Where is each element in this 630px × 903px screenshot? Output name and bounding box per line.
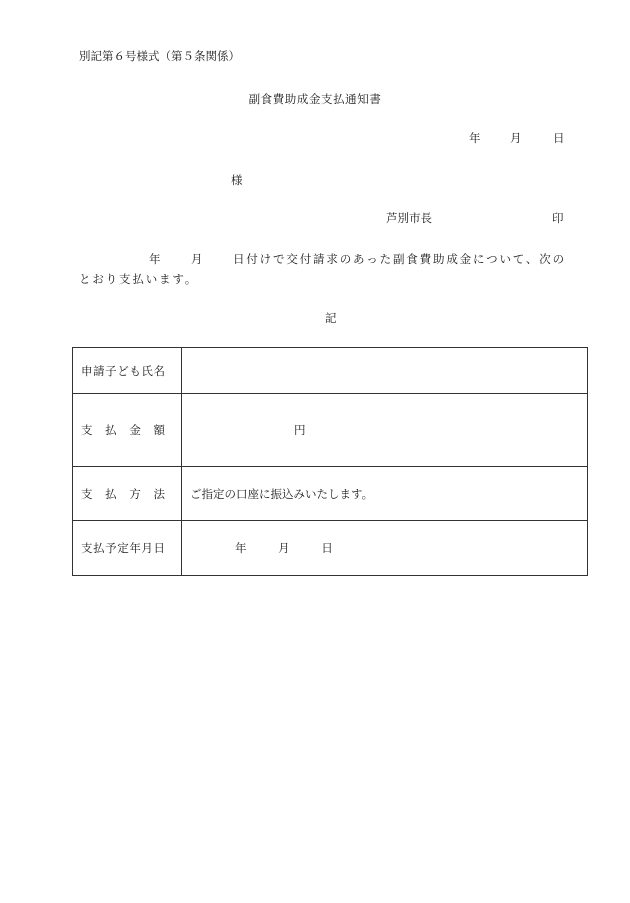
- label-chars: [81, 422, 165, 438]
- body-year-label: 年: [149, 252, 163, 266]
- document-title: 副食費助成金支払通知書: [248, 92, 382, 106]
- label-char: 子: [105, 363, 117, 378]
- label-char: 払: [93, 541, 105, 555]
- label-char: 日: [153, 541, 165, 555]
- label-char: 払: [105, 486, 117, 501]
- label-amount: [73, 394, 182, 467]
- body-line-2: とおり支払います。: [79, 272, 199, 286]
- label-char: 名: [153, 363, 165, 378]
- label-char: 予: [105, 541, 117, 555]
- label-chars: [81, 486, 165, 502]
- table-row-child-name: [73, 348, 588, 394]
- issue-month-label: 月: [510, 131, 522, 145]
- table-row-scheduled-date: [73, 521, 588, 576]
- table-row-method: [73, 467, 588, 521]
- details-table: [72, 347, 588, 576]
- body-month-label: 月: [191, 252, 205, 266]
- label-child-name: [73, 348, 182, 394]
- issue-year-label: 年: [469, 131, 481, 145]
- label-chars: [81, 363, 165, 379]
- seal-mark: 印: [552, 211, 564, 225]
- label-char: 申: [81, 363, 93, 378]
- label-char: 請: [93, 363, 105, 378]
- label-char: 年: [129, 541, 141, 555]
- value-amount: [182, 394, 588, 467]
- body-line-1: [79, 249, 579, 269]
- label-char: 払: [105, 423, 117, 437]
- label-char: 月: [141, 541, 153, 555]
- recipient-honorific: 様: [231, 173, 243, 187]
- label-char: 支: [81, 423, 93, 437]
- ki-heading: 記: [325, 311, 337, 325]
- label-char: 額: [153, 423, 165, 437]
- form-number: 別記第６号様式（第５条関係）: [79, 49, 240, 63]
- label-char: 方: [129, 486, 141, 501]
- label-char: ど: [117, 363, 129, 378]
- label-scheduled-date: [73, 521, 182, 576]
- scheduled-day-label: 日: [321, 541, 333, 555]
- yen-unit: 円: [294, 423, 306, 437]
- issue-day-label: 日: [553, 131, 565, 145]
- label-char: も: [129, 363, 141, 378]
- scheduled-month-label: 月: [278, 541, 290, 555]
- label-chars: [81, 540, 165, 556]
- label-char: 定: [117, 541, 129, 555]
- value-child-name: [182, 348, 588, 394]
- body-line-1-text: 日付けで交付請求のあった副食費助成金について、次の: [233, 252, 566, 266]
- value-scheduled-date: [182, 521, 588, 576]
- scheduled-year-label: 年: [235, 541, 247, 555]
- label-char: 氏: [141, 363, 153, 378]
- value-method: ご指定の口座に振込みいたします。: [182, 467, 588, 521]
- label-char: 金: [129, 423, 141, 437]
- label-char: 支: [81, 486, 93, 501]
- label-char: 法: [153, 486, 165, 501]
- label-method: [73, 467, 182, 521]
- label-char: 支: [81, 541, 93, 555]
- body-text: [79, 249, 579, 289]
- table-row-amount: [73, 394, 588, 467]
- scheduled-date: [190, 540, 333, 556]
- sender-title: 芦別市長: [386, 211, 432, 225]
